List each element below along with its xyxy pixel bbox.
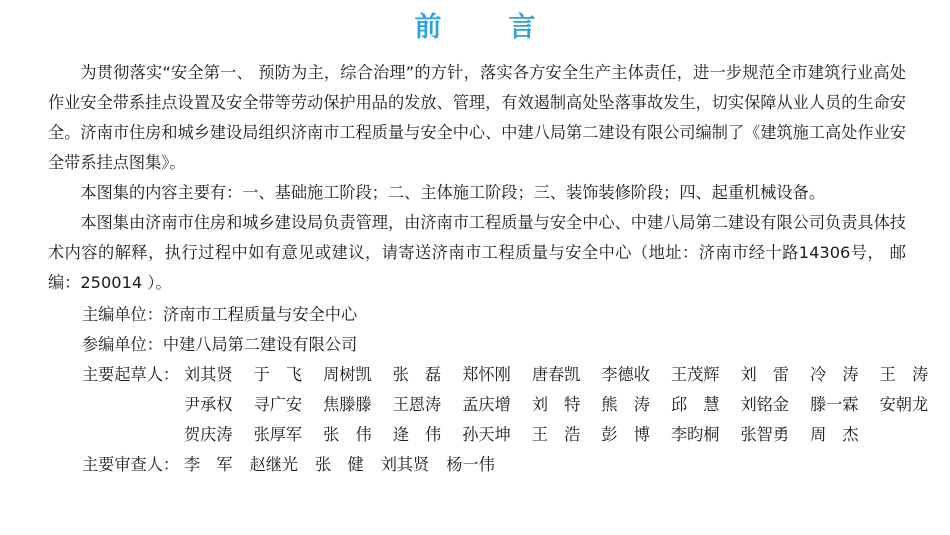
drafters-block [82, 360, 949, 480]
drafters-row [82, 420, 949, 450]
reviewers-names [184, 450, 512, 480]
drafter-name: 安朝龙 [879, 395, 929, 414]
paragraph-contents: 本图集的内容主要有：一、基础施工阶段；二、主体施工阶段；三、装饰装修阶段；四、起重机械设备。 [80, 183, 826, 202]
drafter-name: 唐春凯 [531, 365, 581, 384]
drafters-names [184, 390, 949, 420]
drafter-name: 彭 博 [601, 425, 650, 444]
drafter-name: 王茂辉 [670, 365, 720, 384]
drafter-name: 滕一霖 [810, 395, 859, 414]
drafter-name: 刘 雷 [740, 365, 790, 384]
drafter-name: 尹承权 [184, 395, 233, 414]
drafter-name: 张智勇 [740, 425, 790, 444]
drafter-name: 于 飞 [253, 365, 303, 384]
reviewer-name: 张 健 [315, 455, 364, 474]
drafter-name: 张 磊 [392, 365, 442, 384]
drafter-name: 刘铭金 [740, 395, 790, 414]
drafter-name: 周树凯 [323, 365, 372, 384]
chief-editor-unit: 主编单位：济南市工程质量与安全中心 [82, 305, 358, 324]
drafter-name: 冷 涛 [810, 365, 859, 384]
drafter-name: 孟庆增 [462, 395, 511, 414]
reviewer-name: 李 军 [184, 455, 233, 474]
reviewers-label: 主要审查人： [82, 455, 180, 474]
drafter-name: 周 杰 [810, 425, 859, 444]
drafter-name: 郑怀刚 [462, 365, 511, 384]
drafter-name: 王 浩 [531, 425, 581, 444]
drafter-name: 孙天坤 [462, 425, 511, 444]
drafter-name: 刘其贤 [184, 365, 233, 384]
paragraph-purpose: 为贯彻落实“安全第一、 预防为主，综合治理”的方针，落实各方安全生产主体责任，进一步规范全市建筑行业高处作业安全带系挂点设置及安全带等劳动保护用品的发放、管理，有效遏制高处坠落事故发生，切实保障从业人员的生命安全。济南市住房和城乡建设局组织济南市工程质量与安全中心、中建八局第二建设有限公司编制了《建筑施工高处作业安全带系挂点图集》。 [48, 63, 906, 172]
preface-body [48, 58, 906, 298]
reviewer-name: 刘其贤 [380, 455, 430, 474]
drafter-name: 寻广安 [253, 395, 303, 414]
reviewer-name: 赵继光 [249, 455, 299, 474]
co-editor-unit: 参编单位：中建八局第二建设有限公司 [82, 335, 358, 354]
drafter-name: 王恩涛 [392, 395, 442, 414]
drafter-name: 逄 伟 [392, 425, 442, 444]
drafters-row [82, 360, 949, 390]
drafter-name: 李德收 [601, 365, 650, 384]
drafters-names [184, 360, 949, 390]
paragraph-management: 本图集由济南市住房和城乡建设局负责管理，由济南市工程质量与安全中心、中建八局第二建设有限公司负责具体技术内容的解释，执行过程中如有意见或建议，请寄送济南市工程质量与安全中心（地址：济南市经十路14306号， 邮编：250014 ）。 [48, 213, 906, 292]
drafter-name: 刘 特 [531, 395, 581, 414]
drafter-name: 张厚军 [253, 425, 303, 444]
drafter-name: 王 涛 [879, 365, 929, 384]
drafter-name: 张 伟 [323, 425, 372, 444]
drafters-label: 主要起草人： [82, 365, 180, 384]
drafter-name: 李昀桐 [670, 425, 720, 444]
drafters-names [184, 420, 880, 450]
drafter-name: 焦滕滕 [323, 395, 372, 414]
drafters-row [82, 390, 949, 420]
drafter-name: 熊 涛 [601, 395, 650, 414]
reviewers-row [82, 450, 949, 480]
drafter-name: 贺庆涛 [184, 425, 233, 444]
reviewer-name: 杨一伟 [446, 455, 495, 474]
page-title: 前 言 [414, 12, 556, 43]
drafter-name: 邱 慧 [670, 395, 720, 414]
